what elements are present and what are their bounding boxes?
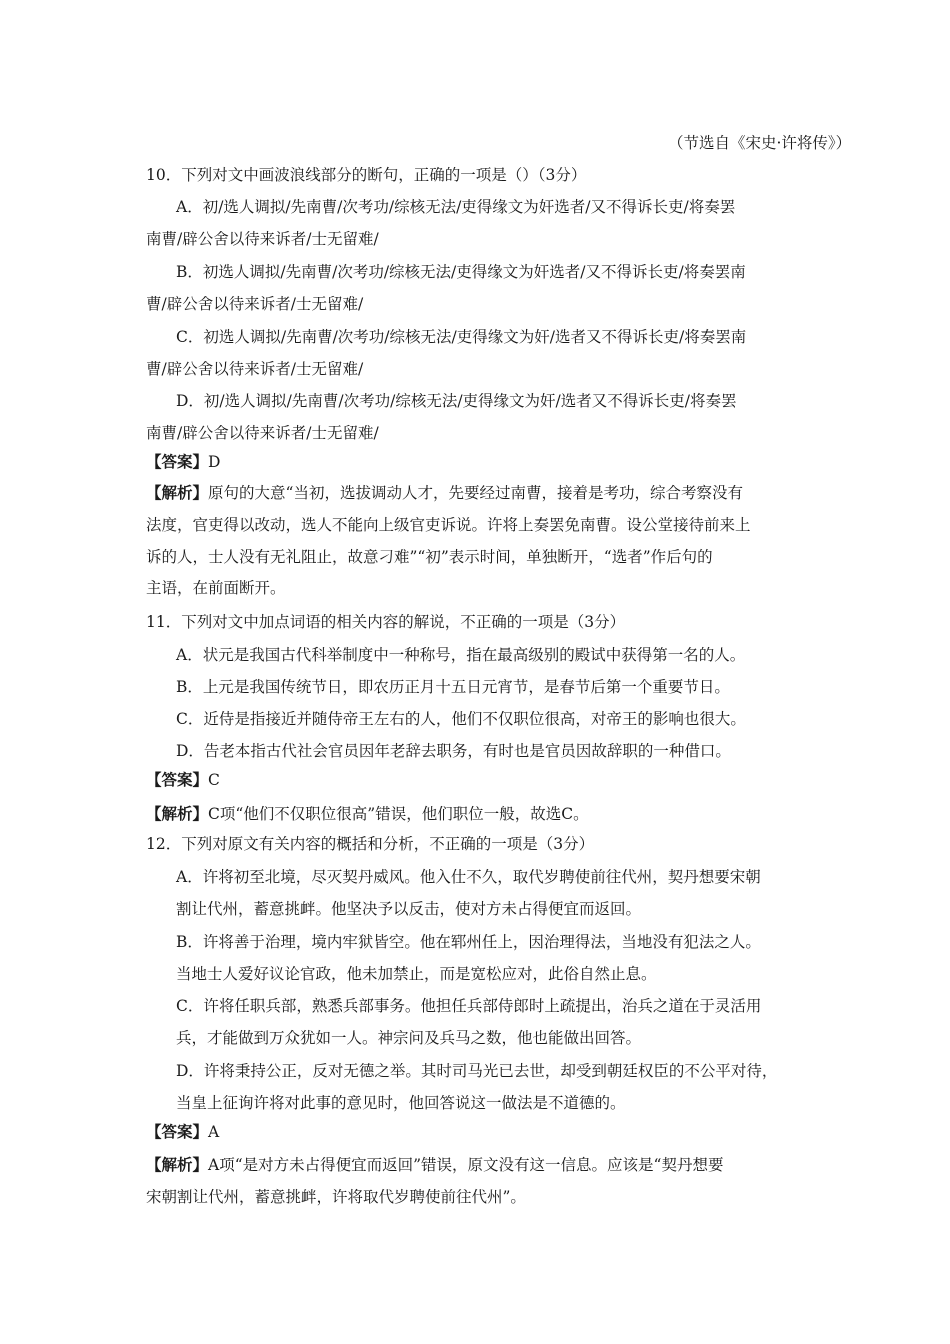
q11-option-d: D．告老本指古代社会官员因年老辞去职务，有时也是官员因故辞职的一种借口。 xyxy=(176,742,731,760)
q11-option-a: A．状元是我国古代科举制度中一种称号，指在最高级别的殿试中获得第一名的人。 xyxy=(176,646,746,664)
answer-value: D xyxy=(208,453,221,471)
q11-option-c: C．近侍是指接近并随侍帝王左右的人，他们不仅职位很高，对帝王的影响也很大。 xyxy=(176,710,746,728)
answer-label: 【答案】 xyxy=(146,452,209,471)
q12-option-c-line2: 兵，才能做到万众犹如一人。神宗问及兵马之数，他也能做出回答。 xyxy=(176,1029,642,1047)
q12-option-d-line2: 当皇上征询许将对此事的意见时，他回答说这一做法是不道德的。 xyxy=(176,1094,626,1112)
q11-answer xyxy=(146,769,220,791)
q12-option-d-line1: D．许将秉持公正，反对无德之举。其时司马光已去世，却受到朝廷权臣的不公平对待， xyxy=(176,1062,778,1080)
q12-option-a-line2: 割让代州，蓄意挑衅。他坚决予以反击，使对方未占得便宜而返回。 xyxy=(176,900,642,918)
analysis-label: 【解析】 xyxy=(146,1155,209,1174)
answer-label: 【答案】 xyxy=(146,1122,209,1141)
answer-label: 【答案】 xyxy=(146,770,209,789)
q12-option-b-line2: 当地士人爱好议论官政，他未加禁止，而是宽松应对，此俗自然止息。 xyxy=(176,965,657,983)
q10-option-a-line1: A．初/选人调拟/先南曹/次考功/综核无法/吏得缘文为奸选者/又不得诉长吏/将奏罢 xyxy=(176,198,736,216)
q10-analysis-line4: 主语，在前面断开。 xyxy=(146,579,286,597)
analysis-label: 【解析】 xyxy=(146,804,209,823)
q10-option-b-line2: 曹/辟公舍以待来诉者/士无留难/ xyxy=(146,295,364,313)
q11-analysis-line1: 【解析】C项“他们不仅职位很高”错误，他们职位一般，故选C。 xyxy=(146,804,589,823)
q10-option-a-line2: 南曹/辟公舍以待来诉者/士无留难/ xyxy=(146,230,379,248)
q10-stem: 10．下列对文中画波浪线部分的断句，正确的一项是（）（3分） xyxy=(146,166,587,184)
q10-option-c-line1: C．初选人调拟/先南曹/次考功/综核无法/吏得缘文为奸/选者又不得诉长吏/将奏罢南 xyxy=(176,328,747,346)
q10-answer xyxy=(146,451,220,473)
q10-option-b-line1: B．初选人调拟/先南曹/次考功/综核无法/吏得缘文为奸选者/又不得诉长吏/将奏罢南 xyxy=(176,263,746,281)
analysis-label: 【解析】 xyxy=(146,483,209,502)
answer-value: C xyxy=(208,771,220,789)
q11-option-b: B．上元是我国传统节日，即农历正月十五日元宵节，是春节后第一个重要节日。 xyxy=(176,678,730,696)
q12-analysis-line2: 宋朝割让代州，蓄意挑衅，许将取代岁聘使前往代州”。 xyxy=(146,1188,526,1206)
q10-analysis-line2: 法度，官吏得以改动，选人不能向上级官吏诉说。许将上奏罢免南曹。设公堂接待前来上 xyxy=(146,516,751,534)
q10-analysis-line1: 【解析】原句的大意“当初，选拔调动人才，先要经过南曹，接着是考功，综合考察没有 xyxy=(146,483,743,502)
q10-option-d-line2: 南曹/辟公舍以待来诉者/士无留难/ xyxy=(146,424,379,442)
q12-stem: 12．下列对原文有关内容的概括和分析，不正确的一项是（3分） xyxy=(146,835,595,853)
q12-option-b-line1: B．许将善于治理，境内牢狱皆空。他在郓州任上，因治理得法，当地没有犯法之人。 xyxy=(176,933,761,951)
q10-option-c-line2: 曹/辟公舍以待来诉者/士无留难/ xyxy=(146,360,364,378)
q11-stem: 11．下列对文中加点词语的相关内容的解说，不正确的一项是（3分） xyxy=(146,613,626,631)
q12-answer xyxy=(146,1121,219,1143)
q12-option-a-line1: A．许将初至北境，尽灭契丹威风。他入仕不久，取代岁聘使前往代州，契丹想要宋朝 xyxy=(176,868,761,886)
answer-value: A xyxy=(208,1123,220,1141)
q12-analysis-line1: 【解析】A项“是对方未占得便宜而返回”错误，原文没有这一信息。应该是“契丹想要 xyxy=(146,1155,724,1174)
q10-analysis-line3: 诉的人，士人没有无礼阻止，故意刁难”“初”表示时间，单独断开，“选者”作后句的 xyxy=(146,548,713,566)
q12-option-c-line1: C．许将任职兵部，熟悉兵部事务。他担任兵部侍郎时上疏提出，治兵之道在于灵活用 xyxy=(176,997,762,1015)
q10-option-d-line1: D．初/选人调拟/先南曹/次考功/综核无法/吏得缘文为奸/选者又不得诉长吏/将奏罢 xyxy=(176,392,737,410)
source-citation: （节选自《宋史·许将传》） xyxy=(668,134,852,152)
